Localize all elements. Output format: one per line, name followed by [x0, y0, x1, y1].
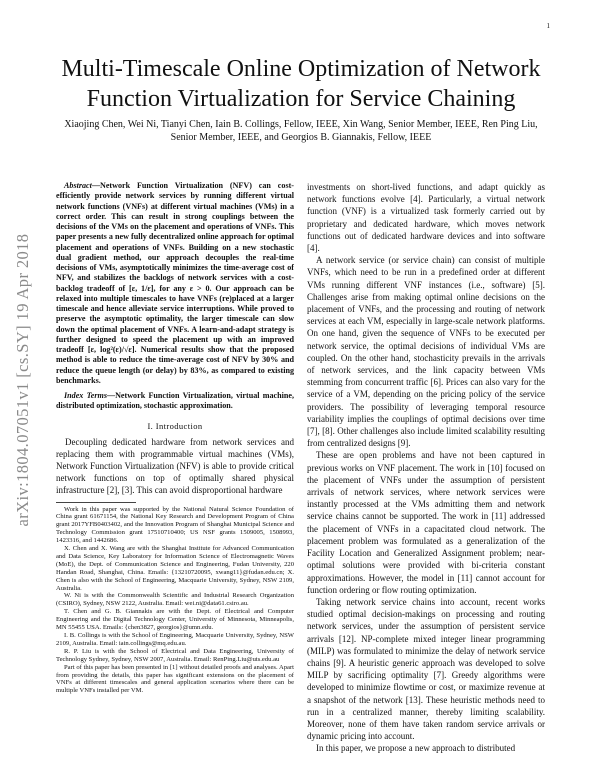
page-number: 1: [546, 22, 550, 30]
index-terms: [56, 391, 294, 412]
footnote: T. Chen and G. B. Giannakis are with the Dept. of Electrical and Computer Engineering and the Digital Technology Center, University of Minnesota, Minneapolis, MN 55455 USA. Emails: {chen3827, georgios}@umn.edu.: [56, 608, 294, 632]
footnote: R. P. Liu is with the School of Electrical and Data Engineering, University of Technology Sydney, Sydney, NSW 2007, Australia. Email: RenPing.Liu@uts.edu.au: [56, 647, 294, 663]
body-paragraph: In this paper, we propose a new approach to distributed: [316, 743, 516, 754]
footnote: Part of this paper has been presented in [1] without detailed proofs and analyses. Apart from providing the details, this paper has significant extensions on the placement of VNFs at different timescales and general application scenarios where there can be multiple VNFs installed per VM.: [56, 663, 294, 695]
author-list: Xiaojing Chen, Wei Ni, Tianyi Chen, Iain B. Collings, Fellow, IEEE, Xin Wang, Senior Member, IEEE, Ren Ping Liu, Senior Member, IEEE, and Georgios B. Giannakis, Fellow, IEEE: [64, 119, 538, 143]
abstract-label: Abstract: [64, 181, 92, 190]
left-column: [56, 181, 294, 695]
footnote: Work in this paper was supported by the National Natural Science Foundation of China grant 61671154, the National Key Research and Development Program of China grant 2017YFB0403402, and the Innovation Program of Shanghai Municipal Science and Technology Commission grant 17510710400; US NSF grants 1509005, 1508993, 1423316, and 1442686.: [56, 505, 294, 545]
body-paragraph: investments on short-lived functions, and adapt quickly as network functions evolve [4]. Particularly, a virtual network function (VNF) is a virtualized task formerly carried out by proprietary and dedicated hardware, which moves network functions out of dedicated hardware devices and into software [4].: [307, 182, 545, 254]
footnote: I. B. Collings is with the School of Engineering, Macquarie University, Sydney, NSW 2109, Australia. Email: iain.collings@mq.edu.au.: [56, 632, 294, 647]
abstract-text: —Network Function Virtualization (NFV) can cost-efficiently provide network services by running different virtual network functions (VNFs) at different virtual machines (VMs) in a correct order. This can result in strong couplings between the decisions of the VMs on the placement and operations of VNFs. This paper presents a new fully decentralized online approach for optimal placement and operations of VNFs. Building on a new stochastic dual gradient method, our approach decouples the real-time decisions of VMs, asymptotically minimizes the time-average cost of NFV, and stabilizes the backlogs of network services with a cost-backlog tradeoff of [ε, 1/ε], for any ε > 0. Our approach can be relaxed into multiple timescales to have VNFs (re)placed at a larger timescale and hence alleviate service interruptions. While proved to preserve the asymptotic optimality, the larger timescale can slow down the optimal placement of VNFs. A learn-and-adapt strategy is further designed to speed the placement up with an improved tradeoff [ε, log²(ε)/√ε]. Numerical results show that the proposed method is able to reduce the time-average cost of NFV by 30% and reduce the queue length (or delay) by 83%, as compared to existing benchmarks.: [56, 181, 294, 385]
body-paragraph: These are open problems and have not been captured in previous works on VNF placement. The work in [10] focused on the placement of VNFs under the assumption of persistent arrivals of network services, where network services were instantly processed at the VMs admitting them and network service chains cannot be supported. The work in [11] addressed the placement of VNFs in a capacitated cloud network. The placement problem was formulated as a generalization of the Facility Location and Generalized Assignment problem; near-optimal solutions were provided with bi-criteria constant approximations. However, the model in [11] cannot account for function ordering or flow routing optimization.: [307, 450, 545, 595]
section-heading: I. Introduction: [147, 420, 203, 431]
intro-paragraph: Decoupling dedicated hardware from network services and replacing them with programmable virtual machines (VMs), Network Function Virtualization (NFV) is able to provide critical network functions on top of optimally shared physical infrastructure [2], [3]. This can avoid disproportional hardware: [56, 436, 294, 496]
arxiv-id: arXiv:1804.07051v1 [cs.SY] 19 Apr 2018: [13, 233, 32, 527]
footnote: W. Ni is with the Commonwealth Scientific and Industrial Research Organization (CSIRO), Sydney, NSW 2122, Australia. Email: wei.ni@data61.csiro.au.: [56, 592, 294, 608]
body-paragraph: A network service (or service chain) can consist of multiple VNFs, which need to be run in a predefined order at different VMs running different VNF instances (i.e., software) [5]. Challenges arise from making optimal online decisions on the placement of VNFs, and the processing and routing of network services at each VM, especially in large-scale network platforms. On one hand, given the sequence of VNFs to be executed per network service, the optimal decisions of individual VMs are coupled. On the other hand, stochasticity prevails in the arrivals of network services, and the link capacity between VMs stemming from concurrent traffic [6]. Prices can also vary for the service of a VM, depending on the pricing policy of the service providers. The possibility of leveraging temporal resource variability implies the couplings of optimal decisions over time [7], [8]. Other challenges also include limited scalability resulting from centralized designs [9].: [307, 255, 545, 449]
index-terms-label: Index Terms: [64, 391, 107, 400]
paper-title: Multi-Timescale Online Optimization of Network Function Virtualization for Service Chaining: [61, 56, 541, 112]
body-paragraph: Taking network service chains into account, recent works studied optimal decision-makings on processing and routing network services, under the assumption of persistent service arrivals [12]. NP-complete mixed integer linear programming (MILP) was formulated to minimize the delay of network service chains [9]. A heuristic generic approach was developed to solve MILP by sacrificing optimality [7]. Greedy algorithms were developed to minimize flowtime or cost, or maximize revenue at a snapshot of the network [13]. These heuristic methods need to run in a centralized manner, thereby limiting scalability. Moreover, none of them have taken random service arrivals or dynamic pricing into account.: [307, 596, 545, 742]
right-column: [307, 181, 545, 755]
footnote: X. Chen and X. Wang are with the Shanghai Institute for Advanced Communication and Data Science, Key Laboratory for Information Science of Electromagnetic Waves (MoE), the Dept. of Communication Science and Engineering, Fudan University, 220 Handan Road, Shanghai, China. Emails: {13210720095, xwang11}@fudan.edu.cn; X. Chen is also with the School of Engineering, Macquarie University, Sydney, NSW 2109, Australia.: [56, 545, 294, 592]
footnote-rule: [56, 502, 136, 503]
arxiv-stamp: [8, 190, 38, 570]
index-terms-text: —Network Function Virtualization, virtual machine, distributed optimization, stochastic approximation.: [56, 391, 294, 411]
abstract: [56, 181, 294, 386]
